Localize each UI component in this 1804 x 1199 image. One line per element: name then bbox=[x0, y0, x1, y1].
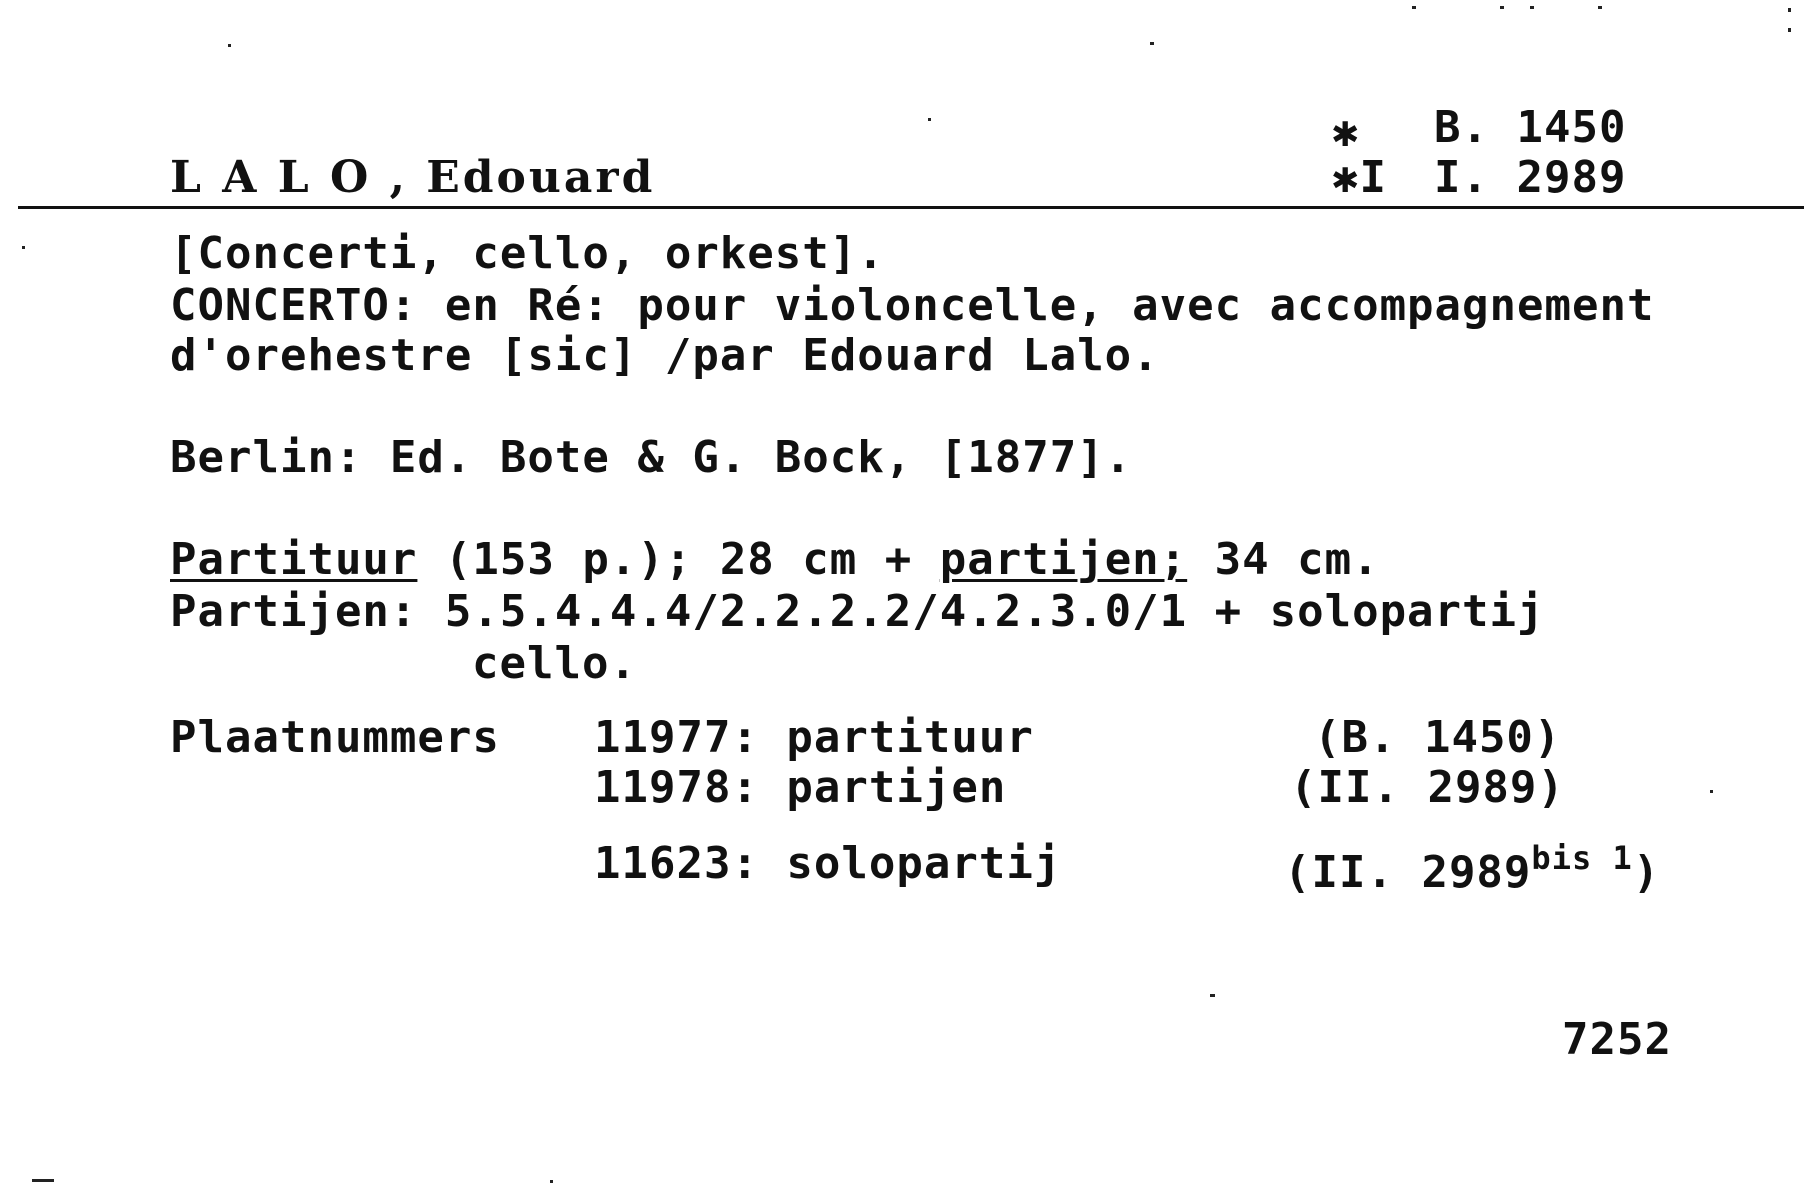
parts-line: Partijen: 5.5.4.4.4/2.2.2.2/4.2.3.0/1 + solopartij bbox=[170, 586, 1545, 637]
collation-line bbox=[170, 534, 1380, 585]
scan-speck bbox=[228, 44, 231, 47]
plate-number: 11977: partituur bbox=[594, 712, 1034, 763]
score-label: Partituur bbox=[170, 534, 418, 585]
plate-reference: (B. 1450) bbox=[1314, 712, 1562, 763]
shelfmark-primary: B. 1450 bbox=[1434, 102, 1627, 153]
score-extent: (153 p.); 28 cm + bbox=[417, 534, 940, 585]
scan-speck bbox=[550, 1180, 553, 1183]
plate-reference-superscript: bis 1 bbox=[1531, 839, 1633, 877]
plate-reference bbox=[1284, 839, 1661, 898]
scan-speck bbox=[1530, 6, 1534, 9]
plate-reference: (II. 2989) bbox=[1290, 762, 1565, 813]
plate-number: 11978: partijen bbox=[594, 762, 1007, 813]
imprint: Berlin: Ed. Bote & G. Bock, [1877]. bbox=[170, 432, 1133, 483]
uniform-title: [Concerti, cello, orkest]. bbox=[170, 228, 885, 279]
asterisk-icon: ✱ bbox=[1332, 106, 1360, 157]
scan-speck bbox=[22, 246, 25, 249]
scan-speck bbox=[1598, 6, 1602, 9]
title-line-2-suffix: /par Edouard Lalo. bbox=[637, 330, 1160, 381]
shelfmark-secondary: I. 2989 bbox=[1434, 152, 1627, 203]
sic-note: [sic] bbox=[499, 330, 638, 381]
parts-label: partijen; bbox=[939, 534, 1188, 585]
asterisk-icon: ✱I bbox=[1332, 152, 1387, 203]
title-line-2 bbox=[170, 330, 1160, 381]
scan-speck bbox=[1500, 6, 1504, 9]
scan-speck bbox=[1710, 790, 1713, 793]
scan-speck bbox=[1210, 994, 1215, 997]
plate-reference-main: (II. 2989 bbox=[1284, 847, 1532, 898]
title-line-1: CONCERTO: en Ré: pour violoncelle, avec accompagnement bbox=[170, 280, 1655, 331]
plate-reference-close: ) bbox=[1632, 847, 1661, 898]
heading-rule bbox=[18, 206, 1804, 209]
scan-speck bbox=[928, 118, 931, 121]
author-heading: L A L O , Edouard bbox=[170, 152, 656, 203]
plate-number: 11623: solopartij bbox=[594, 838, 1062, 889]
scan-speck bbox=[1788, 28, 1791, 32]
title-line-2-prefix: d'orehestre bbox=[170, 330, 500, 381]
scan-speck bbox=[1412, 6, 1416, 9]
parts-continuation: cello. bbox=[472, 638, 637, 689]
plates-label: Plaatnummers bbox=[170, 712, 500, 763]
scan-speck bbox=[32, 1179, 54, 1182]
parts-size: 34 cm. bbox=[1187, 534, 1380, 585]
scan-speck bbox=[1788, 8, 1791, 12]
card-number: 7252 bbox=[1562, 1014, 1672, 1065]
scan-speck bbox=[1150, 42, 1154, 45]
